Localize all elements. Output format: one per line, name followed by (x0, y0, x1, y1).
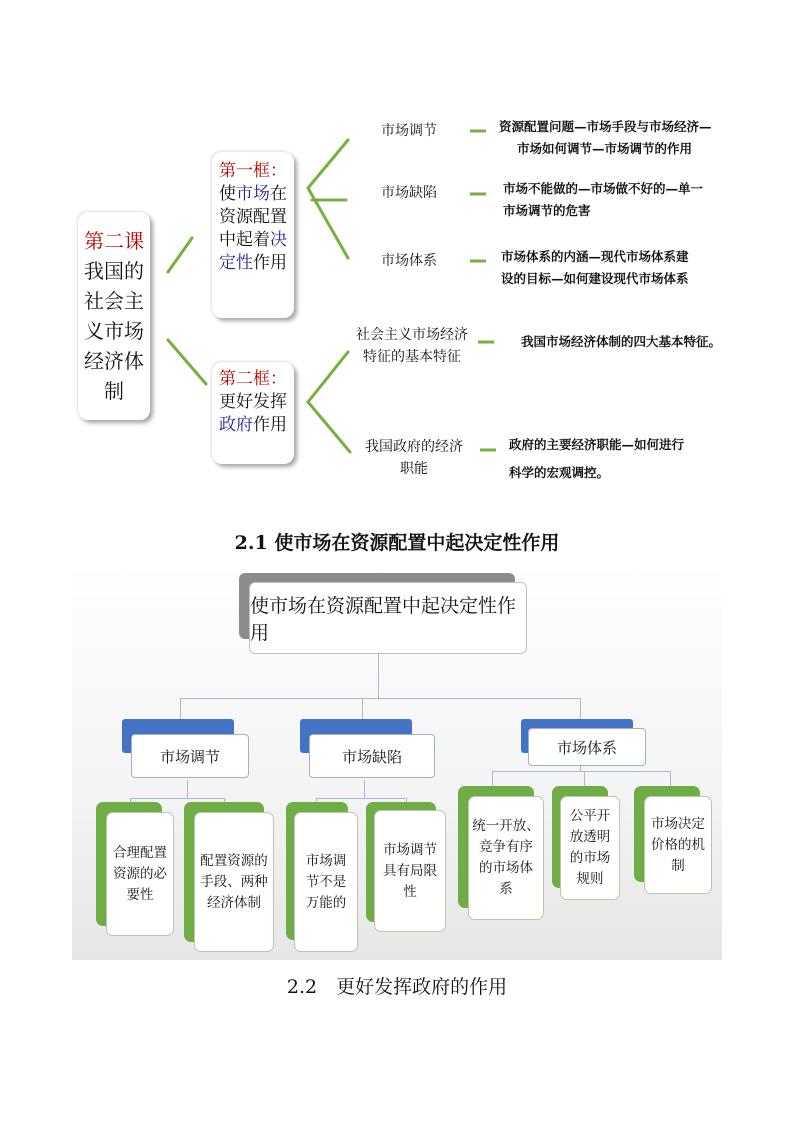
lesson-line: 我国的 (84, 259, 144, 283)
frame1-text: 使 (219, 184, 236, 204)
frame1-card (212, 152, 294, 318)
desc-market-defect (503, 178, 703, 222)
leaf-line: 具有局限 (383, 862, 437, 879)
node-market-defect: 市场缺陷 (381, 185, 437, 201)
leaf-allocation-means (194, 812, 274, 952)
frame1-text: 作用 (253, 253, 287, 273)
lesson-prefix: 第二课 (84, 229, 144, 253)
connector-branch (362, 698, 363, 720)
leaf-reasonable-allocation (106, 812, 174, 936)
desc-line: 市场调节的危害 (503, 203, 591, 218)
desc-socialist-features (521, 331, 721, 353)
node-line: 社会主义市场经济 (356, 327, 468, 343)
frame1-text: 在 (270, 184, 287, 204)
desc-government-functions (509, 434, 684, 484)
frame1-line3 (212, 229, 294, 252)
node-line: 我国政府的经济 (365, 439, 463, 455)
leaf-line: 市场调节 (383, 841, 437, 858)
desc-line: 设的目标—如何建设现代市场体系 (501, 271, 689, 286)
leaf-line: 放透明 (569, 829, 611, 845)
lesson-card (78, 212, 150, 420)
leaf-line: 价格的机 (651, 836, 705, 853)
frame2-line1: 更好发挥 (219, 392, 287, 412)
desc-line: 政府的主要经济职能—如何进行 (509, 437, 685, 452)
node-socialist-features (350, 324, 474, 368)
connector-branch3-bar (492, 771, 670, 772)
connector-leaf (492, 771, 493, 787)
lesson-line: 社会主 (84, 289, 144, 313)
leaf-line: 配置资源的 (200, 852, 268, 869)
frame1-keyword: 市场 (236, 184, 270, 204)
leaf-limitations (374, 810, 446, 932)
brace-frame2 (308, 352, 350, 452)
leaf-line: 市场调 (305, 852, 347, 869)
connector-root-bar (180, 698, 580, 699)
connector-branch2-bar (316, 798, 406, 799)
frame2-text: 作用 (253, 415, 287, 435)
branch3-header: 市场体系 (528, 728, 646, 766)
frame2-line2 (212, 414, 294, 437)
connector-lesson-frame2 (168, 340, 206, 384)
node-market-regulation: 市场调节 (381, 123, 437, 139)
leaf-line: 规则 (576, 871, 604, 887)
root-node: 使市场在资源配置中起决定性作用 (249, 582, 527, 654)
desc-market-regulation (499, 116, 712, 160)
frame2-card (212, 362, 294, 464)
leaf-line: 的市场体 (479, 860, 533, 876)
node-government-functions (356, 436, 472, 480)
leaf-line: 手段、两种 (200, 873, 268, 890)
lesson-line: 经济体 (84, 349, 144, 373)
leaf-line: 性 (403, 883, 417, 900)
leaf-line: 万能的 (305, 894, 347, 911)
leaf-not-omnipotent (294, 812, 358, 952)
connector-branch2 (364, 780, 365, 798)
frame1-keyword: 定性 (219, 253, 253, 273)
connector-root (378, 652, 379, 698)
desc-line: 我国市场经济体制的四大基本特征。 (521, 334, 722, 349)
leaf-line: 节不是 (305, 873, 347, 890)
leaf-line: 公平开 (569, 808, 611, 824)
node-line: 特征的基本特征 (363, 349, 461, 365)
frame1-line2: 资源配置 (219, 207, 287, 227)
section-title-2-1: 2.1 使市场在资源配置中起决定性作用 (234, 532, 560, 554)
connector-branch (180, 698, 181, 720)
section-title-2-2: 2.2 更好发挥政府的作用 (286, 976, 508, 998)
node-line: 职能 (400, 461, 428, 477)
org-chart (72, 564, 722, 960)
branch2-header: 市场缺陷 (309, 734, 435, 778)
node-market-system: 市场体系 (381, 253, 437, 269)
frame2-prefix: 第二框： (219, 369, 287, 389)
desc-line: 资源配置问题—市场手段与市场经济— (499, 119, 712, 134)
leaf-line: 竞争有序 (479, 839, 533, 855)
desc-line: 市场不能做的—市场做不好的—单一 (503, 181, 704, 196)
connector-branch1-bar (130, 798, 224, 799)
frame2-keyword: 政府 (219, 415, 253, 435)
desc-market-system (501, 246, 689, 290)
leaf-line: 系 (499, 881, 513, 897)
leaf-line: 合理配置 (113, 844, 167, 861)
frame1-line4 (212, 252, 294, 275)
desc-line: 科学的宏观调控。 (509, 465, 610, 480)
leaf-line: 统一开放、 (472, 818, 540, 834)
lesson-line: 义市场 (84, 319, 144, 343)
leaf-line: 制 (671, 857, 685, 874)
connector-leaf (584, 771, 585, 787)
lesson-line: 制 (104, 379, 124, 403)
branch1-header: 市场调节 (131, 734, 249, 778)
leaf-line: 要性 (126, 886, 154, 903)
desc-line: 市场如何调节—市场调节的作用 (517, 141, 693, 156)
frame1-prefix: 第一框： (219, 161, 287, 181)
leaf-line: 经济体制 (207, 894, 261, 911)
leaf-line: 市场决定 (651, 815, 705, 832)
leaf-unified-market (468, 796, 544, 920)
frame1-keyword: 决 (270, 230, 287, 250)
connector-branch (580, 698, 581, 720)
leaf-line: 的市场 (569, 850, 611, 866)
connector-branch1 (187, 780, 188, 798)
connector-lesson-frame1 (168, 238, 192, 272)
leaf-fair-rules (560, 796, 620, 900)
frame1-text: 中起着 (219, 230, 270, 250)
connector-leaf (670, 771, 671, 787)
leaf-price-mechanism (644, 796, 712, 894)
frame1-line1 (212, 183, 294, 206)
leaf-line: 资源的必 (113, 865, 167, 882)
desc-line: 市场体系的内涵—现代市场体系建 (501, 249, 689, 264)
